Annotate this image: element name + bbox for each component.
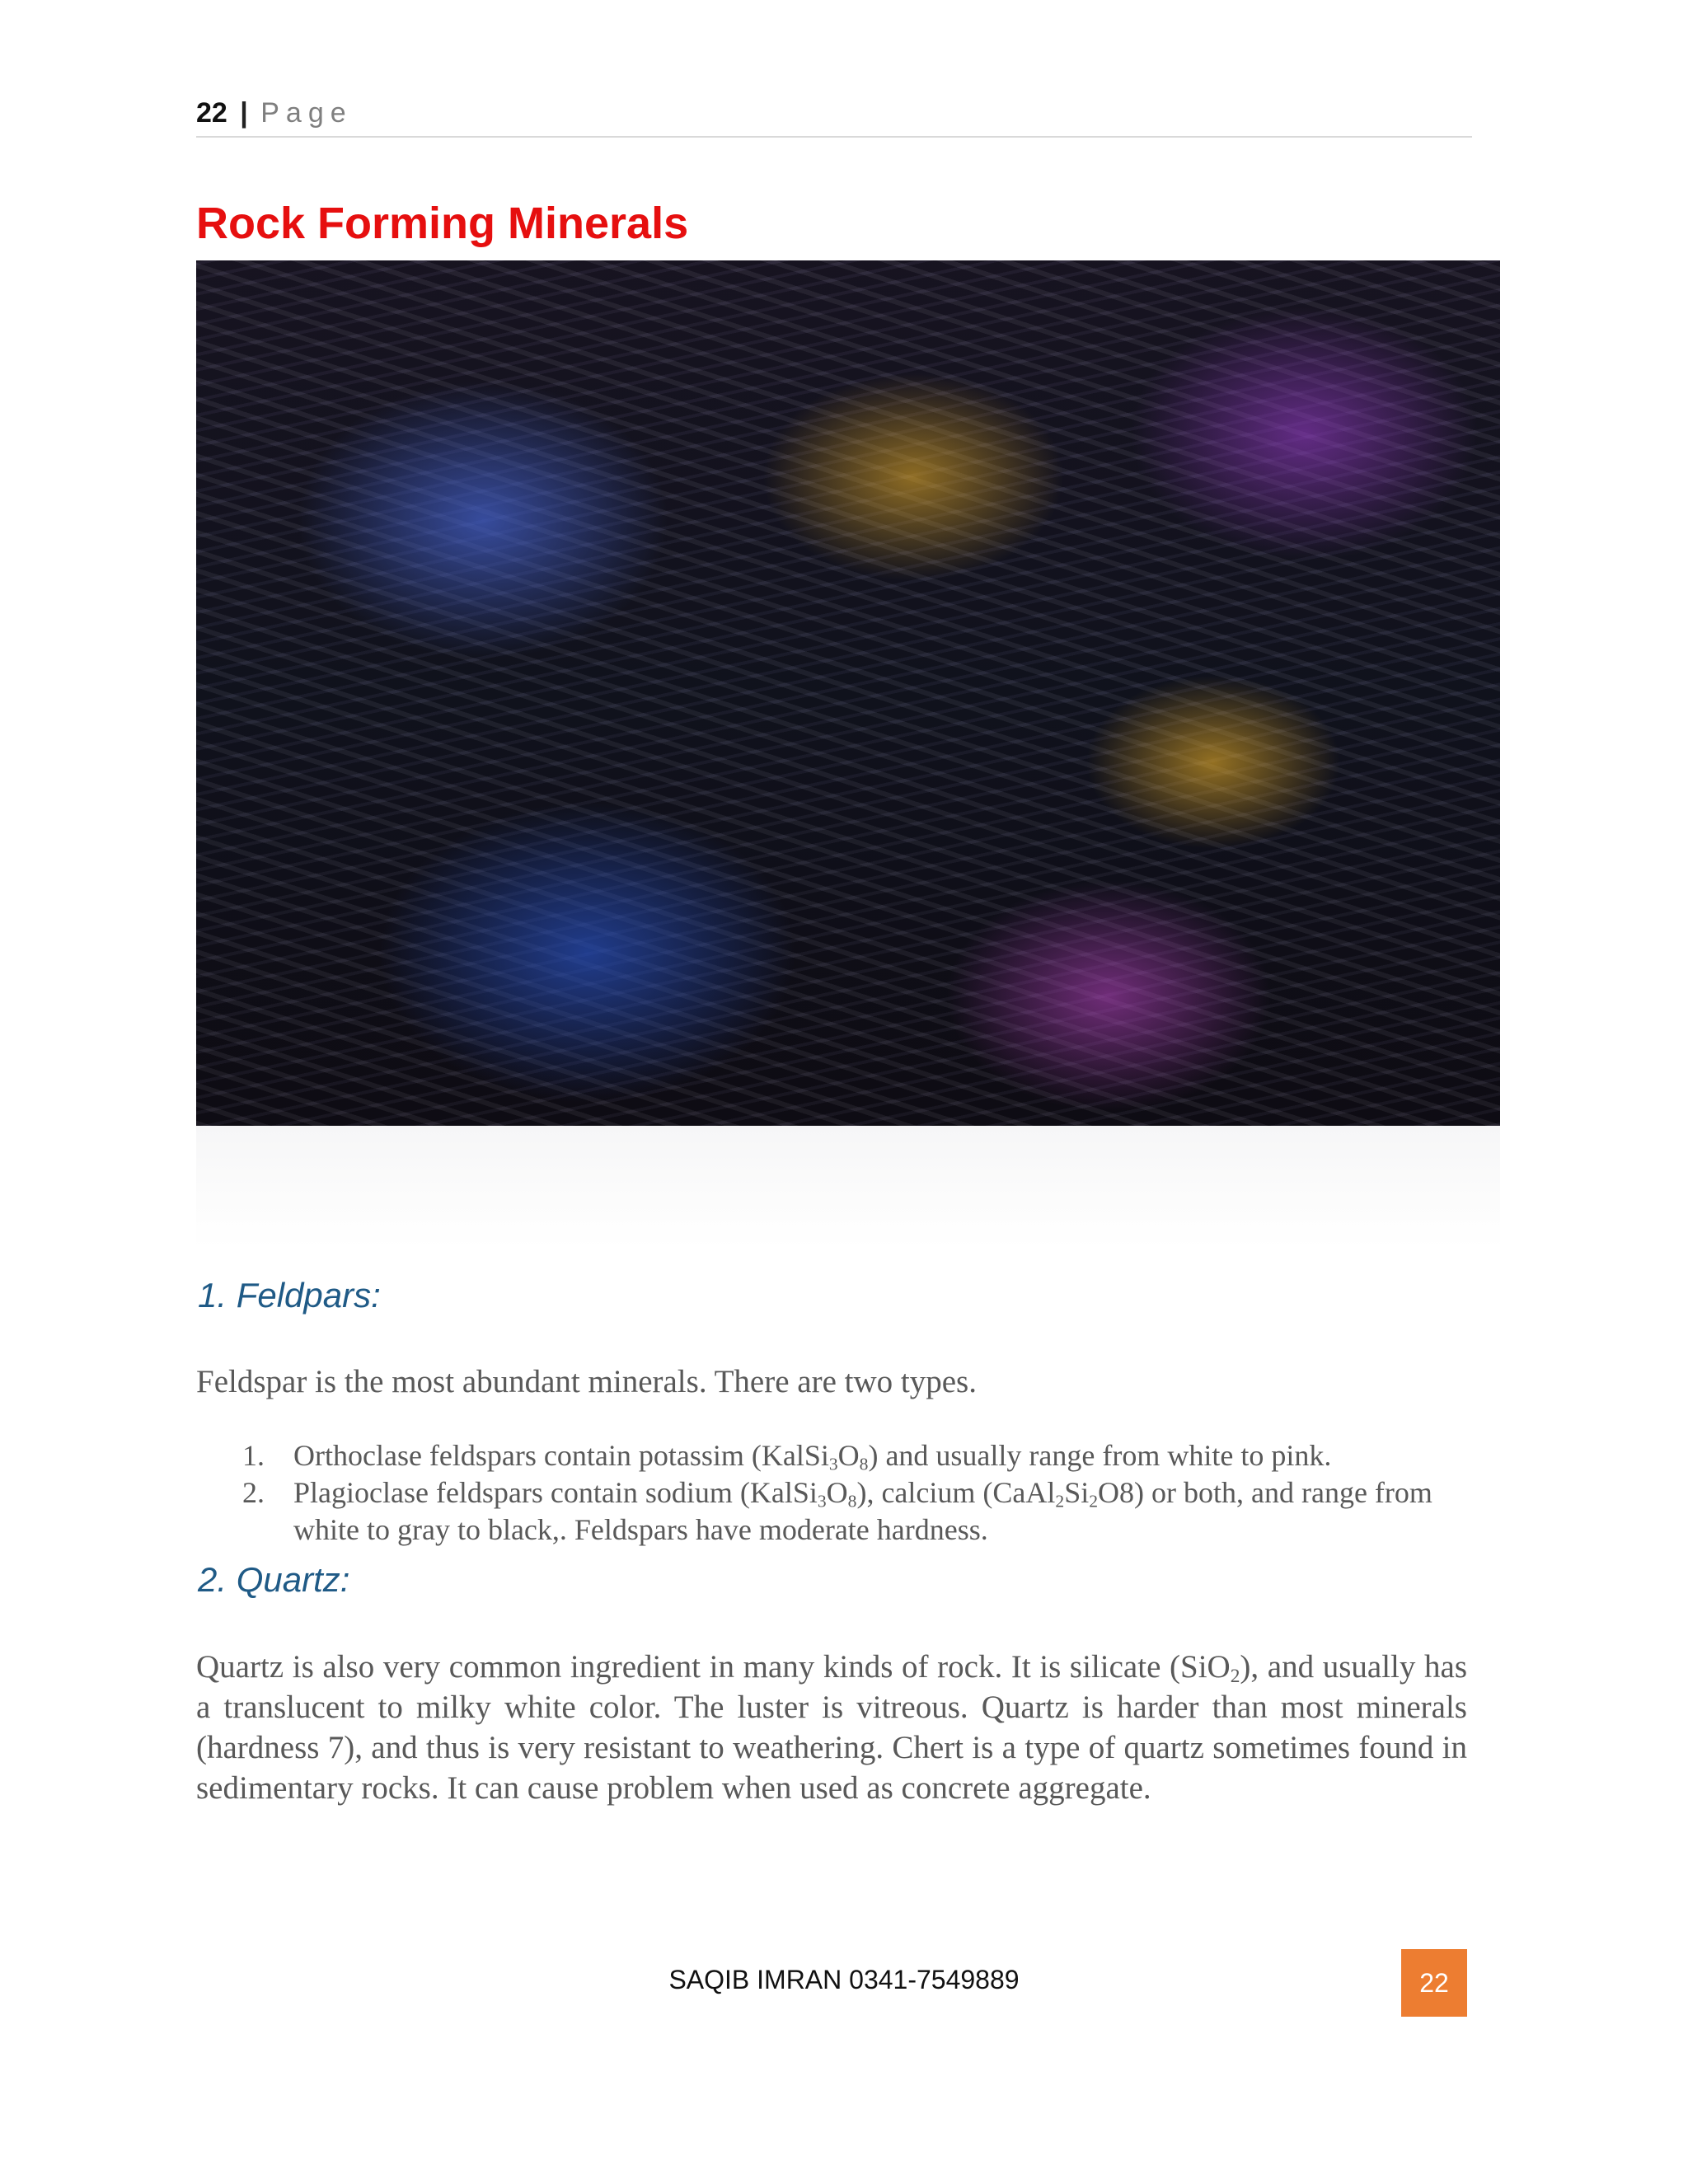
item-text: ) and usually range from white to pink. (868, 1439, 1332, 1472)
feldspar-intro: Feldspar is the most abundant minerals. There are two types. (196, 1364, 977, 1399)
feldspar-heading: 1. Feldpars: (198, 1276, 381, 1315)
footer-page-number: 22 (1401, 1949, 1467, 2017)
item-text: ), calcium (CaAl (856, 1476, 1056, 1509)
mineral-photo (196, 260, 1500, 1126)
header-page-number: 22 (196, 97, 227, 129)
footer-author: SAQIB IMRAN 0341-7549889 (668, 1965, 1020, 1994)
item-text: Plagioclase feldspars contain sodium (KalSi (293, 1476, 818, 1509)
photo-fade (196, 1126, 1500, 1249)
item-text: Si (1064, 1476, 1090, 1509)
paragraph-text: ), and usually has a translucent to milky white color. The luster is vitreous. Quartz is harder than most minerals (hardness 7), and thus is very resistant to weathering. Chert is a type of quartz sometimes found in sedimentary rocks. It can cause problem when used as concrete aggregate. (196, 1649, 1467, 1806)
item-text: O (837, 1439, 860, 1472)
subscript: 8 (859, 1454, 869, 1474)
subscript: 8 (847, 1491, 857, 1511)
subscript: 2 (1055, 1491, 1065, 1511)
list-item-number: 1. (242, 1439, 265, 1472)
quartz-paragraph (196, 1647, 1467, 1808)
subscript: 3 (828, 1454, 838, 1474)
subscript: 2 (1230, 1665, 1240, 1687)
subscript: 2 (1089, 1491, 1099, 1511)
paragraph-text: Quartz is also very common ingredient in many kinds of rock. It is silicate (SiO (196, 1649, 1231, 1685)
page-header (196, 97, 1472, 138)
header-page-word: Page (260, 97, 353, 129)
page-title: Rock Forming Minerals (196, 199, 689, 248)
header-separator: | (240, 97, 248, 129)
quartz-heading: 2. Quartz: (198, 1560, 350, 1599)
list-item (196, 1474, 1467, 1549)
list-item-number: 2. (242, 1476, 265, 1509)
item-text: Orthoclase feldspars contain potassim (KalSi (293, 1439, 829, 1472)
list-item (196, 1437, 1467, 1474)
item-text: O (826, 1476, 848, 1509)
subscript: 3 (817, 1491, 827, 1511)
item-text: O8) or both, and range from white to gray to black,. Feldspars have moderate hardness. (293, 1476, 1432, 1546)
feldspar-types-list (196, 1437, 1467, 1549)
